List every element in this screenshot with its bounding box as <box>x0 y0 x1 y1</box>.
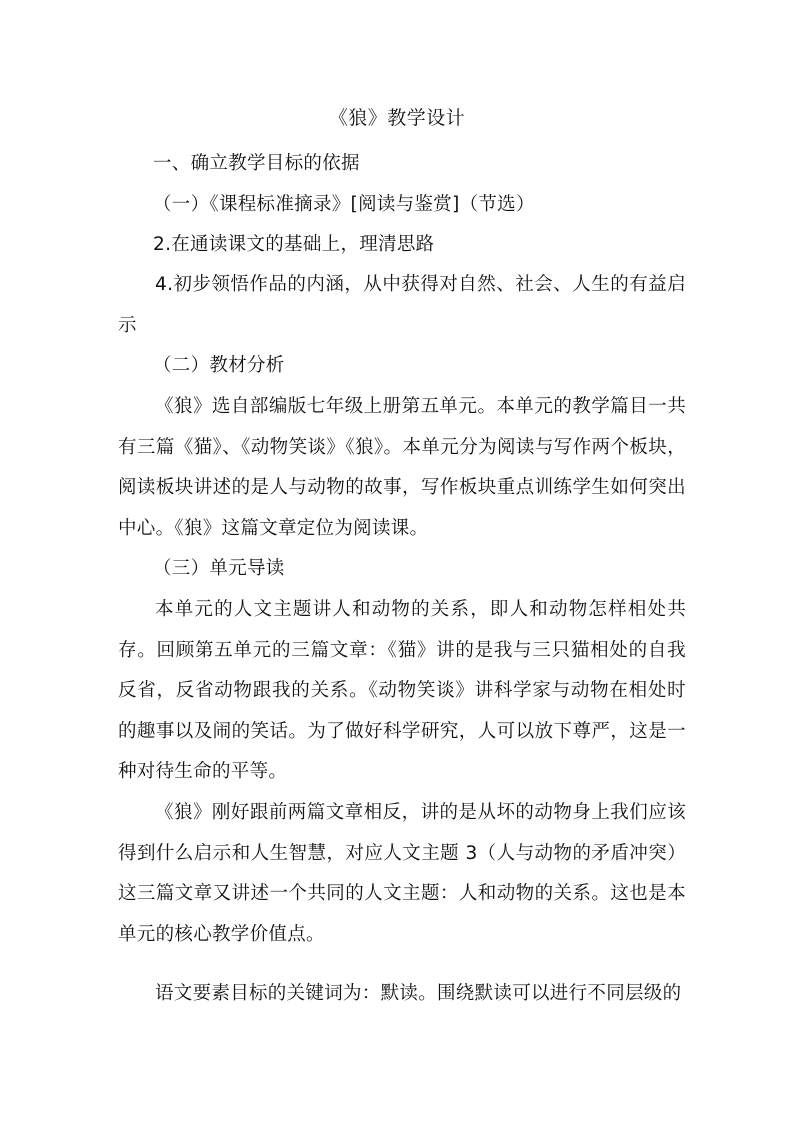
standard-item-2: 2.在通读课文的基础上，理清思路 <box>153 234 435 255</box>
subheading-unit-guide: （三）单元导读 <box>153 558 285 579</box>
subheading-textbook-analysis: （二）教材分析 <box>153 355 285 376</box>
document-title: 《狼》教学设计 <box>328 107 466 129</box>
paragraph-unit-theme: 本单元的人文主题讲人和动物的关系，即人和动物怎样相处共存。回顾第五单元的三篇文章：《猫》讲的是我与三只猫相处的自我反省，反省动物跟我的关系。《动物笑谈》讲科学家与动物在相处时的趣事以及闹的笑话。为了做好科学研究，人可以放下尊严，这是一种对待生命的平等。 <box>118 599 686 783</box>
subheading-curriculum-standard: （一）《课程标准摘录》[阅读与鉴赏]（节选） <box>153 194 535 215</box>
standard-item-4: 4.初步领悟作品的内涵，从中获得对自然、社会、人生的有益启示 <box>118 274 686 336</box>
paragraph-textbook-analysis: 《狼》选自部编版七年级上册第五单元。本单元的教学篇目一共有三篇《猫》、《动物笑谈》《狼》。本单元分为阅读与写作两个板块，阅读板块讲述的是人与动物的故事，写作板块重点训练学生如何突出中心。《狼》这篇文章定位为阅读课。 <box>118 396 686 539</box>
paragraph-language-goal: 语文要素目标的关键词为：默读。围绕默读可以进行不同层级的 <box>155 983 682 1004</box>
section-heading-basis: 一、确立教学目标的依据 <box>153 153 360 174</box>
paragraph-wolf-text: 《狼》刚好跟前两篇文章相反，讲的是从坏的动物身上我们应该得到什么启示和人生智慧，对应人文主题 3（人与动物的矛盾冲突）这三篇文章又讲述一个共同的人文主题：人和动物的关系。这也是本单元的核心教学价值点。 <box>118 802 686 945</box>
